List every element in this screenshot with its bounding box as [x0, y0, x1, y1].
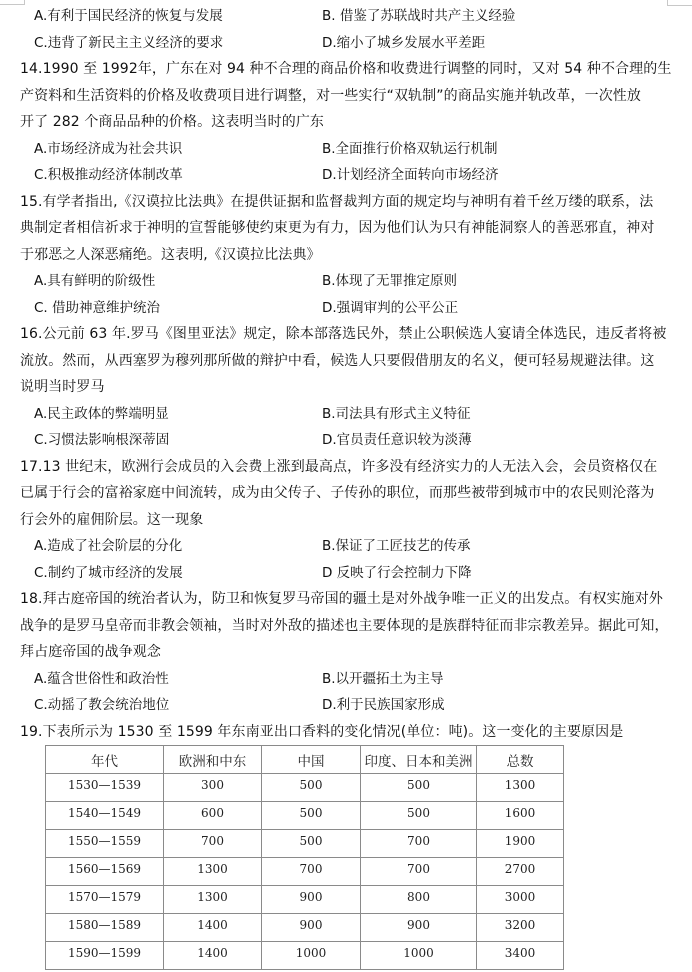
table-cell: 700	[262, 858, 361, 886]
table-cell: 1900	[477, 830, 564, 858]
table-cell: 1000	[361, 942, 477, 970]
table-header-row	[46, 746, 564, 774]
q14-option-a: A.市场经济成为社会共识	[34, 140, 183, 157]
q13-option-a: A.有利于国民经济的恢复与发展	[34, 8, 223, 24]
table-cell: 1000	[262, 942, 361, 970]
table-cell: 1600	[477, 802, 564, 830]
q13-options-row-1	[20, 3, 680, 30]
q15-option-a: A.具有鲜明的阶级性	[34, 273, 156, 289]
table-cell: 900	[262, 886, 361, 914]
table-row	[46, 802, 564, 830]
question-17	[20, 454, 680, 587]
table-row	[46, 942, 564, 970]
table-cell: 1570—1579	[46, 886, 164, 914]
question-16	[20, 321, 680, 454]
q14-option-b: B.全面推行价格双轨运行机制	[322, 140, 498, 157]
q16-options-row-1	[20, 401, 680, 428]
table-row	[46, 886, 564, 914]
table-cell: 1560—1569	[46, 858, 164, 886]
table-cell: 1400	[164, 914, 262, 942]
q18-option-d: D.利于民族国家形成	[322, 697, 445, 713]
question-stem-line: 产资料和生活资料的价格及收费项目进行调整，对一些实行“双轨制”的商品实施并轨改革，一次性放	[20, 87, 642, 104]
q17-option-d: D 反映了行会控制力下降	[322, 564, 472, 581]
q18-option-c: C.动摇了教会统治地位	[34, 697, 170, 713]
table-cell: 1540—1549	[46, 802, 164, 830]
q13-options-row-2	[20, 30, 680, 57]
q15-option-c: C. 借助神意维护统治	[34, 299, 161, 316]
q14-option-d: D.计划经济全面转向市场经济	[322, 167, 499, 183]
question-14	[20, 56, 680, 189]
table-cell: 700	[361, 830, 477, 858]
column-header-europe-middle-east: 欧洲和中东	[164, 746, 262, 774]
column-header-total: 总数	[477, 746, 564, 774]
q17-options-row-1	[20, 533, 680, 560]
q17-option-a: A.造成了社会阶层的分化	[34, 538, 183, 554]
question-stem-line: 15.有学者指出,《汉谟拉比法典》在提供证据和监督裁判方面的规定均与神明有着千丝万缕的联系，法	[20, 193, 654, 210]
table-cell: 300	[164, 774, 262, 802]
column-header-period: 年代	[46, 746, 164, 774]
table-cell: 3400	[477, 942, 564, 970]
question-stem-line: 17.13 世纪末，欧洲行会成员的入会费上涨到最高点，许多没有经济实力的人无法入会，会员资格仅在	[20, 458, 658, 475]
question-stem-line: 行会外的雇佣阶层。这一现象	[20, 511, 204, 528]
spice-export-table-wrap	[45, 745, 564, 970]
q17-option-b: B.保证了工匠技艺的传承	[322, 538, 471, 554]
table-cell: 500	[262, 830, 361, 858]
question-stem-line: 开了 282 个商品品种的价格。这表明当时的广东	[20, 114, 325, 130]
question-stem-line: 14.1990 至 1992年，广东在对 94 种不合理的商品价格和收费进行调整的同时，又对 54 种不合理的生	[20, 61, 672, 77]
q16-option-c: C.习惯法影响根深蒂固	[34, 432, 170, 448]
table-cell: 500	[262, 802, 361, 830]
table-cell: 900	[262, 914, 361, 942]
table-cell: 500	[262, 774, 361, 802]
question-19	[20, 719, 680, 746]
q14-options-row-1	[20, 136, 680, 163]
q18-options-row-2	[20, 692, 680, 719]
table-cell: 700	[164, 830, 262, 858]
table-cell: 2700	[477, 858, 564, 886]
question-stem-line: 战争的是罗马皇帝而非教会领袖，当时对外敌的描述也主要体现的是族群特征而非宗教差异。据此可知，	[20, 617, 669, 634]
spice-export-table	[45, 745, 564, 970]
table-cell: 700	[361, 858, 477, 886]
q14-option-c: C.积极推动经济体制改革	[34, 167, 183, 183]
question-stem-line: 16.公元前 63 年.罗马《图里亚法》规定，除本部落选民外，禁止公职候选人宴请全体选民，违反者将被	[20, 326, 667, 342]
question-stem-line: 18.拜古庭帝国的统治者认为，防卫和恢复罗马帝国的疆土是对外战争唯一正义的出发点。有权实施对外	[20, 591, 663, 607]
q15-options-row-2	[20, 295, 680, 322]
table-cell: 900	[361, 914, 477, 942]
q13-option-d: D.缩小了城乡发展水平差距	[322, 34, 486, 51]
column-header-india-japan-americas: 印度、日本和美洲	[361, 746, 477, 774]
table-cell: 500	[361, 802, 477, 830]
question-15	[20, 189, 680, 322]
question-stem-line: 说明当时罗马	[20, 379, 105, 395]
table-cell: 1300	[164, 886, 262, 914]
exam-page	[20, 0, 680, 745]
table-cell: 800	[361, 886, 477, 914]
table-cell: 3000	[477, 886, 564, 914]
question-stem-line: 典制定者相信祈求于神明的宣誓能够使约束更为有力，因为他们认为只有神能洞察人的善恶邪直，神对	[20, 220, 655, 236]
q17-options-row-2	[20, 560, 680, 587]
table-cell: 1580—1589	[46, 914, 164, 942]
table-cell: 1400	[164, 942, 262, 970]
table-cell: 1300	[164, 858, 262, 886]
table-row	[46, 774, 564, 802]
question-stem-line: 已属于行会的富裕家庭中间流转，成为由父传子、子传孙的职位，而那些被带到城市中的农民则沦落为	[20, 485, 655, 501]
q13-option-b: B. 借鉴了苏联战时共产主义经验	[322, 8, 516, 24]
q15-options-row-1	[20, 268, 680, 295]
table-cell: 1300	[477, 774, 564, 802]
question-stem-line: 19.下表所示为 1530 至 1599 年东南亚出口香料的变化情况(单位：吨)。这一变化的主要原因是	[20, 723, 624, 740]
column-header-china: 中国	[262, 746, 361, 774]
question-stem-line: 拜占庭帝国的战争观念	[20, 644, 161, 660]
question-stem-line: 于邪恶之人深恶痛绝。这表明,《汉谟拉比法典》	[20, 246, 321, 263]
q18-option-b: B.以开疆拓土为主导	[322, 670, 444, 687]
q14-options-row-2	[20, 162, 680, 189]
question-18	[20, 586, 680, 719]
table-cell: 1530—1539	[46, 774, 164, 802]
table-row	[46, 914, 564, 942]
q16-options-row-2	[20, 427, 680, 454]
question-stem-line: 流放。然而，从西塞罗为穆列那所做的辩护中看，候选人只要假借朋友的名义，便可轻易规避法律。这	[20, 352, 655, 369]
table-cell: 1590—1599	[46, 942, 164, 970]
q17-option-c: C.制约了城市经济的发展	[34, 564, 183, 581]
q16-option-b: B.司法具有形式主义特征	[322, 405, 471, 422]
table-cell: 3200	[477, 914, 564, 942]
table-row	[46, 858, 564, 886]
table-cell: 500	[361, 774, 477, 802]
table-row	[46, 830, 564, 858]
table-cell: 1550—1559	[46, 830, 164, 858]
q15-option-b: B.体现了无罪推定原则	[322, 273, 458, 289]
q15-option-d: D.强调审判的公平公正	[322, 299, 459, 316]
q16-option-a: A.民主政体的弊端明显	[34, 405, 169, 422]
q18-options-row-1	[20, 666, 680, 693]
table-cell: 600	[164, 802, 262, 830]
q16-option-d: D.官员责任意识较为淡薄	[322, 432, 472, 448]
q18-option-a: A.蕴含世俗性和政治性	[34, 670, 169, 687]
q13-option-c: C.违背了新民主主义经济的要求	[34, 34, 224, 51]
